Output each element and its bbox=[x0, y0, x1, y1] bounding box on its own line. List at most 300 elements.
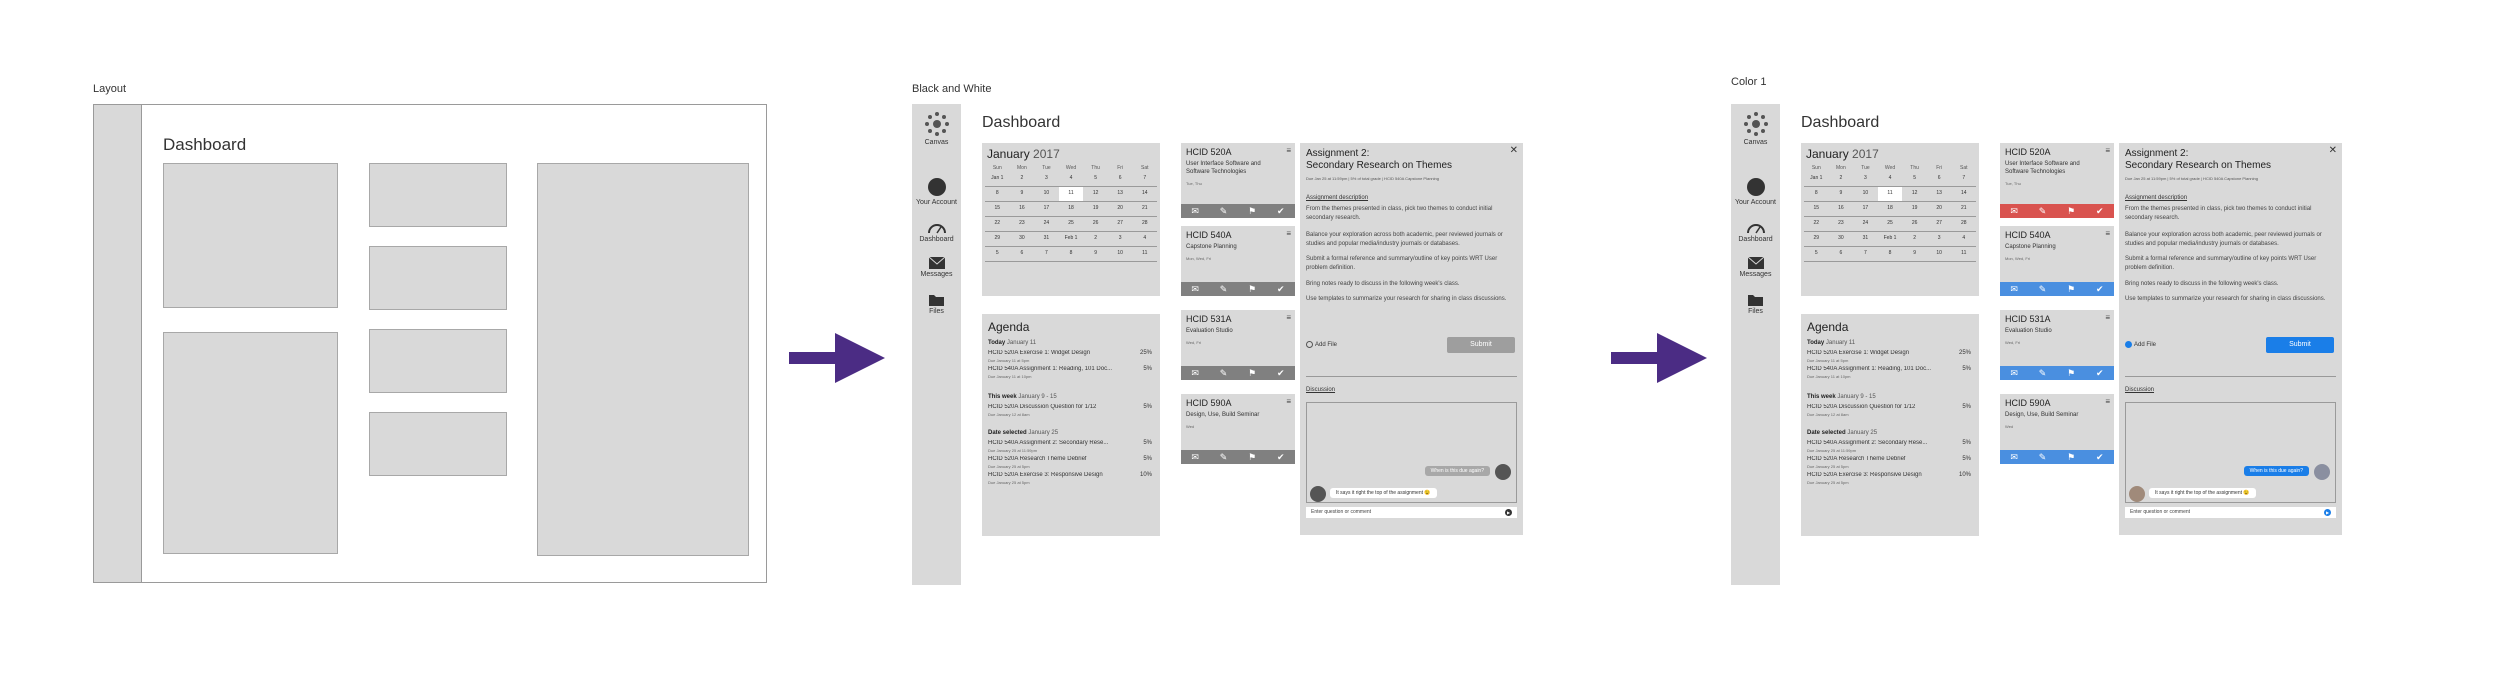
chat-question-bubble: When is this due again? bbox=[1425, 466, 1490, 476]
agenda-item-due: Due January 12 at 8am bbox=[1807, 412, 1849, 417]
assignment-title-line1: Assignment 2: bbox=[1306, 148, 1370, 159]
dashboard-icon bbox=[928, 222, 946, 234]
agenda-item-title[interactable]: HCID 520A Exercise 3: Responsive Design bbox=[988, 472, 1103, 478]
layout-detail-block bbox=[537, 163, 749, 556]
assignment-icon[interactable]: ✎ bbox=[2038, 205, 2047, 216]
arrow-right-icon bbox=[1611, 333, 1707, 383]
agenda-item-title[interactable]: HCID 540A Assignment 2: Secondary Rese... bbox=[988, 440, 1109, 446]
agenda-section-date: January 11 bbox=[1006, 340, 1037, 346]
announcement-icon[interactable]: ✉ bbox=[2010, 283, 2018, 294]
calendar-grid bbox=[985, 164, 1157, 262]
nav-messages[interactable] bbox=[1731, 257, 1780, 278]
announcement-icon[interactable]: ✉ bbox=[1191, 205, 1199, 216]
agenda-item-title[interactable]: HCID 520A Research Theme Debrief bbox=[1807, 456, 1906, 462]
nav-files[interactable] bbox=[1731, 294, 1780, 315]
assignment-description-link[interactable]: Assignment description bbox=[1306, 195, 1369, 201]
calendar-day[interactable]: 28 bbox=[1141, 220, 1148, 226]
course-code: HCID 531A bbox=[2005, 314, 2051, 324]
agenda-section-date: January 25 bbox=[1028, 430, 1059, 436]
calendar-day[interactable]: 9 bbox=[1913, 250, 1916, 256]
calendar-day[interactable]: 13 bbox=[1936, 190, 1942, 196]
nav-dashboard[interactable] bbox=[912, 222, 961, 243]
nav-dashboard[interactable] bbox=[1731, 222, 1780, 243]
menu-icon[interactable]: ≡ bbox=[2105, 229, 2110, 238]
nav-your-account[interactable] bbox=[1731, 178, 1780, 206]
announcement-icon[interactable]: ✉ bbox=[2010, 205, 2018, 216]
calendar-day[interactable]: 28 bbox=[1960, 220, 1967, 226]
calendar-day[interactable]: 25 bbox=[1068, 220, 1074, 226]
calendar-day[interactable]: 21 bbox=[1960, 205, 1967, 211]
calendar-day[interactable]: 30 bbox=[1838, 235, 1844, 241]
chat-input-placeholder: Enter question or comment bbox=[2130, 509, 2191, 515]
grades-icon[interactable]: ✔ bbox=[1277, 283, 1285, 294]
calendar-day[interactable]: 24 bbox=[1043, 220, 1050, 226]
agenda-item-title[interactable]: HCID 520A Exercise 1: Widget Design bbox=[988, 350, 1091, 356]
agenda-panel bbox=[1801, 314, 1979, 536]
chat-input[interactable] bbox=[1306, 507, 1517, 518]
assignment-paragraph: Use templates to summarize your research for sharing in class discussions. bbox=[1306, 296, 1507, 302]
canvas-logo[interactable] bbox=[1731, 111, 1780, 146]
calendar-day[interactable]: 31 bbox=[1862, 235, 1869, 241]
nav-label: Files bbox=[929, 308, 944, 315]
course-code: HCID 520A bbox=[1186, 147, 1232, 157]
calendar-day[interactable]: 2 bbox=[1094, 235, 1097, 241]
calendar-day[interactable]: 10 bbox=[1117, 250, 1123, 256]
course-action-bar bbox=[2000, 282, 2114, 296]
course-code: HCID 540A bbox=[2005, 230, 2051, 240]
course-name: Capstone Planning bbox=[1186, 244, 1237, 250]
menu-icon[interactable]: ≡ bbox=[1286, 146, 1291, 155]
layout-course-block bbox=[369, 163, 507, 227]
calendar-day[interactable]: 8 bbox=[1888, 250, 1892, 256]
calendar-dow: Mon bbox=[1017, 165, 1027, 171]
calendar-day[interactable]: 29 bbox=[994, 235, 1001, 241]
folder-icon bbox=[929, 294, 944, 306]
course-card[interactable] bbox=[2000, 143, 2114, 218]
assignment-icon[interactable]: ✎ bbox=[1219, 451, 1228, 462]
calendar-dow-row bbox=[985, 164, 1157, 172]
calendar-dow: Wed bbox=[1884, 165, 1896, 171]
agenda-item-percent: 10% bbox=[1139, 472, 1152, 478]
calendar-dow: Sat bbox=[1141, 165, 1149, 171]
calendar-day[interactable]: 6 bbox=[1020, 250, 1024, 256]
discussion-icon[interactable]: ⚑ bbox=[1248, 283, 1257, 294]
close-icon[interactable]: ✕ bbox=[2328, 145, 2337, 156]
agenda-item-percent: 5% bbox=[1143, 440, 1152, 446]
calendar-day[interactable]: 23 bbox=[1019, 220, 1025, 226]
assignment-paragraph: Balance your exploration across both academic, peer reviewed journals or studies and popular media/industry journals or databases. bbox=[2125, 232, 2322, 247]
announcement-icon[interactable]: ✉ bbox=[1191, 451, 1199, 462]
layout-course-block bbox=[369, 412, 507, 476]
calendar-day[interactable]: 17 bbox=[1862, 205, 1869, 211]
agenda-item-due: Due January 11 at 5pm bbox=[988, 358, 1030, 363]
calendar-dow: Tue bbox=[1861, 165, 1870, 171]
bw-frame-label: Black and White bbox=[912, 83, 992, 95]
add-file-label: Add File bbox=[2134, 342, 2157, 349]
calendar-day[interactable]: 11 bbox=[1961, 250, 1967, 256]
calendar-grid bbox=[1804, 164, 1976, 262]
calendar-dow: Thu bbox=[1910, 165, 1919, 171]
nav-label: Your Account bbox=[1735, 199, 1776, 206]
course-name: Design, Use, Build Seminar bbox=[1186, 412, 1260, 418]
announcement-icon[interactable]: ✉ bbox=[1191, 367, 1199, 378]
sidebar bbox=[1731, 104, 1780, 585]
agenda-section-date: January 9 - 15 bbox=[1837, 394, 1876, 400]
agenda-item-title[interactable]: HCID 520A Discussion Question for 1/12 bbox=[1807, 404, 1916, 410]
calendar-day[interactable]: 3 bbox=[1045, 175, 1048, 181]
calendar-week-row bbox=[1804, 187, 1976, 202]
calendar-day[interactable]: 22 bbox=[994, 220, 1001, 226]
course-name: User Interface Software and Software Technologies bbox=[2005, 161, 2080, 175]
calendar-day[interactable]: 2 bbox=[1913, 235, 1916, 241]
calendar-day[interactable]: 10 bbox=[1862, 190, 1869, 196]
course-card[interactable] bbox=[1181, 394, 1295, 464]
calendar-dow: Mon bbox=[1836, 165, 1846, 171]
course-card[interactable] bbox=[2000, 394, 2114, 464]
calendar-day[interactable]: 19 bbox=[1911, 205, 1918, 211]
agenda-item-percent: 5% bbox=[1962, 366, 1971, 372]
assignment-icon[interactable]: ✎ bbox=[1219, 283, 1228, 294]
course-code: HCID 540A bbox=[1186, 230, 1232, 240]
discussion-link[interactable]: Discussion bbox=[1306, 387, 1336, 393]
course-name: Capstone Planning bbox=[2005, 244, 2056, 250]
add-file-button[interactable] bbox=[1306, 341, 1337, 348]
assignment-paragraph: Submit a formal reference and summary/outline of key points WRT User problem definition. bbox=[2125, 256, 2317, 271]
calendar-dow: Sun bbox=[992, 165, 1002, 171]
assignment-paragraph: Bring notes ready to discuss in the following week's class. bbox=[1306, 281, 1460, 287]
announcement-icon[interactable]: ✉ bbox=[2010, 451, 2018, 462]
layout-calendar-block bbox=[163, 163, 338, 308]
calendar-day[interactable]: 6 bbox=[1118, 175, 1122, 181]
calendar-day[interactable]: 29 bbox=[1813, 235, 1820, 241]
layout-page-title: Dashboard bbox=[163, 135, 247, 154]
menu-icon[interactable]: ≡ bbox=[1286, 397, 1291, 406]
calendar-day[interactable]: 10 bbox=[1936, 250, 1942, 256]
course-code: HCID 531A bbox=[1186, 314, 1232, 324]
calendar-day[interactable]: 5 bbox=[1913, 175, 1916, 181]
agenda-item-percent: 5% bbox=[1962, 440, 1971, 446]
calendar-day[interactable]: 12 bbox=[1092, 190, 1099, 196]
calendar-dow-row bbox=[1804, 164, 1976, 172]
calendar-day[interactable]: 26 bbox=[1092, 220, 1099, 226]
send-icon[interactable]: ▶ bbox=[2325, 510, 2330, 515]
discussion-icon[interactable]: ⚑ bbox=[1248, 367, 1257, 378]
course-code: HCID 590A bbox=[1186, 398, 1232, 408]
calendar-day[interactable]: 20 bbox=[1936, 205, 1942, 211]
calendar-day[interactable]: 14 bbox=[1960, 190, 1967, 196]
dashboard-icon bbox=[1747, 222, 1765, 234]
assignment-icon[interactable]: ✎ bbox=[2038, 367, 2047, 378]
calendar-day[interactable]: 6 bbox=[1937, 175, 1941, 181]
course-card[interactable] bbox=[1181, 310, 1295, 380]
agenda-item-title[interactable]: HCID 520A Exercise 1: Widget Design bbox=[1807, 350, 1910, 356]
course-action-bar bbox=[2000, 366, 2114, 380]
menu-icon[interactable]: ≡ bbox=[2105, 146, 2110, 155]
agenda-item-title[interactable]: HCID 540A Assignment 1: Reading, 101 Doc... bbox=[1807, 366, 1932, 372]
calendar-day[interactable]: 3 bbox=[1864, 175, 1867, 181]
course-card[interactable] bbox=[1181, 143, 1295, 218]
grades-icon[interactable]: ✔ bbox=[1277, 205, 1285, 216]
calendar-day[interactable]: 26 bbox=[1911, 220, 1918, 226]
discussion-icon[interactable]: ⚑ bbox=[2067, 367, 2076, 378]
calendar-day[interactable]: 25 bbox=[1887, 220, 1893, 226]
discussion-icon[interactable]: ⚑ bbox=[1248, 205, 1257, 216]
announcement-icon[interactable]: ✉ bbox=[1191, 283, 1199, 294]
agenda-item-title[interactable]: HCID 520A Research Theme Debrief bbox=[988, 456, 1087, 462]
calendar-day[interactable]: 4 bbox=[1888, 175, 1892, 181]
menu-icon[interactable]: ≡ bbox=[1286, 229, 1291, 238]
agenda-item-due: Due January 25 at 11:59pm bbox=[988, 448, 1038, 453]
assignment-title-line1: Assignment 2: bbox=[2125, 148, 2189, 159]
agenda-section-heading bbox=[988, 340, 1036, 346]
add-file-button[interactable] bbox=[2125, 341, 2156, 348]
calendar-day[interactable]: 27 bbox=[1117, 220, 1123, 226]
agenda-item-due: Due January 25 at 5pm bbox=[1807, 480, 1849, 485]
calendar-year: 2017 bbox=[1852, 147, 1879, 161]
course-card[interactable] bbox=[1181, 226, 1295, 296]
nav-messages[interactable] bbox=[912, 257, 961, 278]
calendar-day[interactable]: 4 bbox=[1069, 175, 1073, 181]
chat-answer-bubble: It says it right the top of the assignment 😉 bbox=[1330, 488, 1437, 498]
calendar-day[interactable]: 15 bbox=[1813, 205, 1820, 211]
calendar-day[interactable]: 4 bbox=[1143, 235, 1147, 241]
agenda-section-heading bbox=[1807, 340, 1855, 346]
calendar-day[interactable]: 3 bbox=[1118, 235, 1122, 241]
agenda-item-percent: 5% bbox=[1143, 404, 1152, 410]
calendar-dow: Fri bbox=[1936, 165, 1943, 171]
agenda-section-label: Date selected bbox=[988, 430, 1027, 436]
assignment-panel bbox=[1300, 143, 1523, 535]
nav-label: Files bbox=[1748, 308, 1763, 315]
course-time: Mon, Wed, Fri bbox=[2005, 256, 2031, 261]
calendar-week-row bbox=[1804, 202, 1976, 217]
discussion-icon[interactable]: ⚑ bbox=[2067, 451, 2076, 462]
assignment-icon[interactable]: ✎ bbox=[1219, 205, 1228, 216]
course-card[interactable] bbox=[2000, 226, 2114, 296]
agenda-item-percent: 5% bbox=[1143, 366, 1152, 372]
calendar-day[interactable]: 18 bbox=[1068, 205, 1074, 211]
layout-course-block bbox=[369, 329, 507, 393]
add-file-icon bbox=[1306, 341, 1313, 348]
course-card[interactable] bbox=[2000, 310, 2114, 380]
assignment-panel bbox=[2119, 143, 2342, 535]
calendar-day[interactable]: 8 bbox=[995, 190, 999, 196]
assignment-icon[interactable]: ✎ bbox=[1219, 367, 1228, 378]
course-action-bar bbox=[1181, 450, 1295, 464]
calendar-day[interactable]: 13 bbox=[1117, 190, 1123, 196]
canvas-logo[interactable] bbox=[912, 111, 961, 146]
calendar-day[interactable]: 17 bbox=[1043, 205, 1050, 211]
agenda-section-label: This week bbox=[988, 394, 1017, 400]
calendar-day[interactable]: 5 bbox=[995, 250, 999, 256]
calendar-header bbox=[987, 147, 1060, 161]
calendar-day[interactable]: 15 bbox=[994, 205, 1001, 211]
calendar-day[interactable]: 31 bbox=[1043, 235, 1050, 241]
calendar-day[interactable]: 2 bbox=[1839, 175, 1843, 181]
instructor-avatar bbox=[2129, 486, 2145, 502]
calendar-day[interactable]: 7 bbox=[1864, 250, 1867, 256]
calendar-day[interactable]: 27 bbox=[1936, 220, 1942, 226]
calendar-day[interactable]: 7 bbox=[1143, 175, 1147, 181]
close-icon[interactable]: ✕ bbox=[1509, 145, 1518, 156]
page-title: Dashboard bbox=[1801, 114, 1880, 131]
calendar-day[interactable]: 30 bbox=[1019, 235, 1025, 241]
agenda-section-label: Today bbox=[1807, 340, 1825, 346]
calendar-day[interactable]: 5 bbox=[1094, 175, 1097, 181]
calendar-day[interactable]: 12 bbox=[1911, 190, 1918, 196]
calendar-day[interactable]: 6 bbox=[1839, 250, 1843, 256]
calendar-day[interactable]: 19 bbox=[1092, 205, 1099, 211]
calendar-day[interactable]: 16 bbox=[1838, 205, 1844, 211]
canvas-logo-label: Canvas bbox=[1743, 139, 1768, 146]
nav-files[interactable] bbox=[912, 294, 961, 315]
calendar-weeks bbox=[985, 172, 1157, 262]
agenda-item-percent: 5% bbox=[1962, 456, 1971, 462]
calendar-day[interactable]: 7 bbox=[1045, 250, 1048, 256]
announcement-icon[interactable]: ✉ bbox=[2010, 367, 2018, 378]
submit-button[interactable]: Submit bbox=[1447, 337, 1515, 353]
layout-agenda-block bbox=[163, 332, 338, 554]
agenda-item-due: Due January 12 at 8am bbox=[988, 412, 1030, 417]
calendar-day[interactable]: 24 bbox=[1862, 220, 1869, 226]
calendar-day[interactable]: 9 bbox=[1020, 190, 1024, 196]
grades-icon[interactable]: ✔ bbox=[1277, 451, 1285, 462]
course-action-bar bbox=[2000, 450, 2114, 464]
calendar-day[interactable]: 16 bbox=[1019, 205, 1025, 211]
calendar-week-row bbox=[1804, 232, 1976, 247]
calendar-day[interactable]: 3 bbox=[1937, 235, 1941, 241]
assignment-meta: Due Jan 25 at 11:59pm | 5% of total grade | HCID 540A Capstone Planning bbox=[2125, 176, 2258, 181]
chat-input[interactable] bbox=[2125, 507, 2336, 518]
layout-course-block bbox=[369, 246, 507, 310]
course-time: Mon, Wed, Fri bbox=[1186, 256, 1212, 261]
calendar-day[interactable]: 8 bbox=[1814, 190, 1818, 196]
discussion-icon[interactable]: ⚑ bbox=[1248, 451, 1257, 462]
folder-icon bbox=[1748, 294, 1763, 306]
calendar-week-row bbox=[985, 187, 1157, 202]
calendar-year: 2017 bbox=[1033, 147, 1060, 161]
calendar-day[interactable]: 9 bbox=[1094, 250, 1097, 256]
calendar-day[interactable]: 22 bbox=[1813, 220, 1820, 226]
dashboard-mockup-bw bbox=[912, 104, 1522, 585]
menu-icon[interactable]: ≡ bbox=[2105, 397, 2110, 406]
calendar-day[interactable]: 23 bbox=[1838, 220, 1844, 226]
assignment-paragraph: Submit a formal reference and summary/outline of key points WRT User problem definition. bbox=[1306, 256, 1498, 271]
calendar-day[interactable]: 11 bbox=[1059, 187, 1084, 201]
agenda-item-percent: 25% bbox=[1958, 350, 1971, 356]
calendar-day[interactable]: 14 bbox=[1141, 190, 1148, 196]
grades-icon[interactable]: ✔ bbox=[2096, 367, 2104, 378]
agenda-item-title[interactable]: HCID 540A Assignment 1: Reading, 101 Doc... bbox=[988, 366, 1113, 372]
layout-frame-label: Layout bbox=[93, 83, 127, 95]
arrow-right-icon bbox=[789, 333, 885, 383]
grades-icon[interactable]: ✔ bbox=[2096, 451, 2104, 462]
course-name: Evaluation Studio bbox=[1186, 328, 1233, 334]
calendar-day[interactable]: 11 bbox=[1142, 250, 1148, 256]
agenda-item-title[interactable]: HCID 520A Discussion Question for 1/12 bbox=[988, 404, 1097, 410]
calendar-day[interactable]: 5 bbox=[1814, 250, 1818, 256]
chat-question-bubble: When is this due again? bbox=[2244, 466, 2309, 476]
course-action-bar bbox=[1181, 282, 1295, 296]
calendar-week-row bbox=[1804, 217, 1976, 232]
agenda-item-title[interactable]: HCID 540A Assignment 2: Secondary Rese... bbox=[1807, 440, 1928, 446]
agenda-item-due: Due January 25 at 5pm bbox=[988, 480, 1030, 485]
discussion-icon[interactable]: ⚑ bbox=[2067, 283, 2076, 294]
calendar-day[interactable]: 18 bbox=[1887, 205, 1893, 211]
calendar-dow: Fri bbox=[1117, 165, 1124, 171]
course-action-bar bbox=[1181, 204, 1295, 218]
nav-label: Dashboard bbox=[1738, 236, 1773, 243]
course-code: HCID 590A bbox=[2005, 398, 2051, 408]
grades-icon[interactable]: ✔ bbox=[1277, 367, 1285, 378]
assignment-icon[interactable]: ✎ bbox=[2038, 451, 2047, 462]
agenda-item-due: Due January 25 at 11:59pm bbox=[1807, 448, 1857, 453]
calendar-day[interactable]: 9 bbox=[1839, 190, 1843, 196]
assignment-paragraph: Use templates to summarize your research for sharing in class discussions. bbox=[2125, 296, 2326, 302]
calendar-day[interactable]: 7 bbox=[1962, 175, 1966, 181]
calendar-header bbox=[1806, 147, 1879, 161]
envelope-icon bbox=[929, 257, 945, 269]
assignment-paragraph: Bring notes ready to discuss in the following week's class. bbox=[2125, 281, 2279, 287]
calendar-dow: Sat bbox=[1960, 165, 1968, 171]
calendar-day[interactable]: Jan 1 bbox=[1810, 175, 1823, 181]
canvas-logo-icon bbox=[924, 111, 950, 137]
assignment-paragraph: Balance your exploration across both academic, peer reviewed journals or studies and popular media/industry journals or databases. bbox=[1306, 232, 1503, 247]
account-icon bbox=[928, 178, 946, 196]
grades-icon[interactable]: ✔ bbox=[2096, 283, 2104, 294]
calendar-day[interactable]: Jan 1 bbox=[991, 175, 1004, 181]
assignment-description-link[interactable]: Assignment description bbox=[2125, 195, 2188, 201]
assignment-paragraph: From the themes presented in class, pick two themes to conduct initial secondary research. bbox=[1306, 206, 1493, 221]
dashboard-mockup-color bbox=[1731, 104, 2341, 585]
calendar-day[interactable]: 21 bbox=[1141, 205, 1148, 211]
send-icon[interactable]: ▶ bbox=[1506, 510, 1511, 515]
calendar-day[interactable]: 20 bbox=[1117, 205, 1123, 211]
agenda-item-due: Due January 25 at 5pm bbox=[1807, 464, 1849, 469]
assignment-icon[interactable]: ✎ bbox=[2038, 283, 2047, 294]
agenda-section-label: Date selected bbox=[1807, 430, 1846, 436]
agenda-item-title[interactable]: HCID 520A Exercise 3: Responsive Design bbox=[1807, 472, 1922, 478]
agenda-title: Agenda bbox=[988, 320, 1030, 334]
assignment-paragraph: From the themes presented in class, pick two themes to conduct initial secondary research. bbox=[2125, 206, 2312, 221]
calendar-day[interactable]: 2 bbox=[1020, 175, 1024, 181]
calendar-day[interactable]: 8 bbox=[1069, 250, 1073, 256]
submit-button[interactable]: Submit bbox=[2266, 337, 2334, 353]
calendar-day[interactable]: 4 bbox=[1962, 235, 1966, 241]
grades-icon[interactable]: ✔ bbox=[2096, 205, 2104, 216]
course-time: Tue, Thu bbox=[2005, 181, 2021, 186]
calendar-month: January bbox=[1806, 147, 1849, 161]
agenda-section-date: January 11 bbox=[1825, 340, 1856, 346]
menu-icon[interactable]: ≡ bbox=[2105, 313, 2110, 322]
divider bbox=[1306, 376, 1517, 377]
agenda-section-heading bbox=[988, 430, 1058, 436]
menu-icon[interactable]: ≡ bbox=[1286, 313, 1291, 322]
agenda-section-date: January 9 - 15 bbox=[1018, 394, 1057, 400]
user-avatar bbox=[1495, 464, 1511, 480]
agenda-section-label: Today bbox=[988, 340, 1006, 346]
agenda-section-label: This week bbox=[1807, 394, 1836, 400]
add-file-label: Add File bbox=[1315, 342, 1338, 349]
calendar-day[interactable]: Feb 1 bbox=[1883, 235, 1897, 241]
nav-your-account[interactable] bbox=[912, 178, 961, 206]
calendar-weeks bbox=[1804, 172, 1976, 262]
discussion-link[interactable]: Discussion bbox=[2125, 387, 2155, 393]
calendar-day[interactable]: 11 bbox=[1878, 187, 1903, 201]
calendar-day[interactable]: 10 bbox=[1043, 190, 1050, 196]
discussion-icon[interactable]: ⚑ bbox=[2067, 205, 2076, 216]
calendar-day[interactable]: Feb 1 bbox=[1064, 235, 1078, 241]
